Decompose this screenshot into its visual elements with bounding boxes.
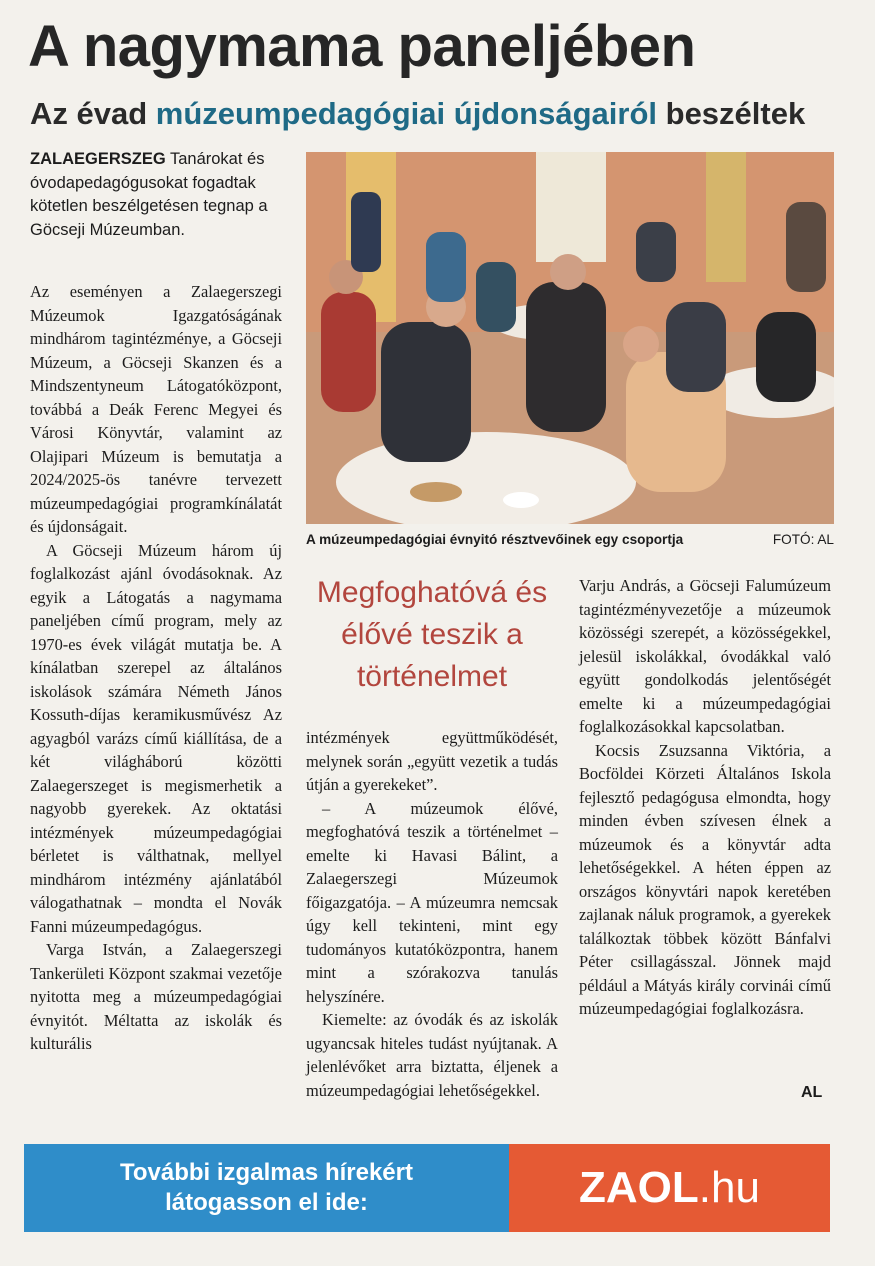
- event-photo-illustration: [306, 152, 834, 524]
- col3-paragraph-1: Varju András, a Göcseji Falumúzeum tagintézményvezetője a múzeumok közösségi szerepét, a közösségekkel, jelesül iskolákkal, óvodákkal való együtt gondolkodás jelentőségét emelte ki a múzeumpedagógiai foglalkozásokkal kapcsolatban.: [579, 576, 831, 736]
- pull-quote: Megfoghatóvá és élővé teszik a történelmet: [316, 576, 548, 693]
- lead-text: Tanárokat és óvodapedagógusokat fogadtak kötetlen beszélgetésen tegnap a Göcseji Múzeumban.: [30, 150, 268, 239]
- banner-line-2: látogasson el ide:: [165, 1189, 368, 1216]
- col2-paragraph-3: Kiemelte: az óvodák és az iskolák ugyancsak hiteles tudást nyújtanak. A jelenlévőket arra biztatta, éljenek a múzeumpedagógiai lehetőségekkel.: [306, 1010, 558, 1100]
- zaol-logo[interactable]: [509, 1144, 830, 1232]
- author-byline: AL: [801, 1084, 823, 1101]
- lead-paragraph: [30, 148, 282, 242]
- article-column-3: [579, 574, 831, 1021]
- zaol-logo-bold: ZAOL: [579, 1163, 699, 1212]
- headline: A nagymama paneljében: [28, 14, 696, 79]
- subheadline: [30, 92, 850, 136]
- article-column-2: [306, 726, 558, 1102]
- photo-caption-text: A múzeumpedagógiai évnyitó résztvevőinek egy csoportja: [306, 532, 684, 547]
- col1-paragraph-3: Varga István, a Zalaegerszegi Tankerületi Központ szakmai vezetője nyitotta meg a múzeumpedagógiai évnyitót. Méltatta az iskolák és kulturális: [30, 940, 282, 1053]
- subhead-accent: múzeumpedagógiai újdonságairól: [155, 96, 658, 131]
- photo-credit: FOTÓ: AL: [772, 532, 834, 547]
- subhead-after: beszéltek: [657, 96, 806, 131]
- banner-line-1: További izgalmas hírekért: [120, 1159, 413, 1186]
- zaol-advert-banner[interactable]: [24, 1144, 830, 1232]
- col2-paragraph-1: intézmények együttműködését, melynek során „együtt vezetik a tudás útján a gyerekeket”.: [306, 728, 558, 794]
- col1-paragraph-2: A Göcseji Múzeum három új foglalkozást ajánl óvodásoknak. Az egyik a Látogatás a nagymama paneljében című program, mely az 1970-es évek világát mutatja be. A kínálatban szerepel az általános iskolások számára Németh János Kossuth-díjas keramikusművész Az agyagból varázs című kiállítása, de a két világháború közötti Zalaegerszeget is megismerhetik a nagyobb gyerekek. Az oktatási intézmények múzeumpedagógiai bérletet is válthatnak, mellyel mindhárom intézmény ajánlatából válogathatnak – mondta el Novák Fanni múzeumpedagógus.: [30, 540, 282, 936]
- col3-paragraph-2: Kocsis Zsuzsanna Viktória, a Bocföldei Körzeti Általános Iskola fejlesztő pedagógusa elmondta, hogy minden évben szívesen élnek a múzeumok és a könyvtár adta lehetőségekkel. A héten éppen az országos könyvtári napok keretében zajlanak náluk programok, a gyerekek találkoztak többek között Bánfalvi Péter csillagásszal. Jönnek majd például a Mátyás király corvinái című múzeumpedagógiai foglalkozásra.: [579, 740, 831, 1018]
- col2-paragraph-2: – A múzeumok élővé, megfoghatóvá teszik a történelmet – emelte ki Havasi Bálint, a Zalaegerszegi Múzeumok főigazgatója. – A múzeumra nemcsak úgy kell tekinteni, mint egy tudományos kutatóközpontra, hanem mint a szórakozva tanulás helyszínére.: [306, 798, 558, 1006]
- subhead-before: Az évad: [30, 96, 156, 131]
- event-photo: [306, 152, 834, 524]
- zaol-logo-domain: .hu: [698, 1163, 760, 1212]
- article-column-1: [30, 280, 282, 1056]
- lead-location: ZALAEGERSZEG: [30, 150, 166, 168]
- banner-message: [24, 1144, 509, 1232]
- col1-paragraph-1: Az eseményen a Zalaegerszegi Múzeumok Igazgatóságának mindhárom tagintézménye, a Göcseji Múzeum, a Göcseji Skanzen és a Mindszentyneum Látogatóközpont, továbbá a Deák Ferenc Megyei és Városi Könyvtár, valamint az Olajipari Múzeum is bemutatja a 2024/2025-ös tanévre tervezett múzeumpedagógiai programkínálatát és újdonságait.: [30, 282, 282, 536]
- photo-caption: [306, 530, 834, 550]
